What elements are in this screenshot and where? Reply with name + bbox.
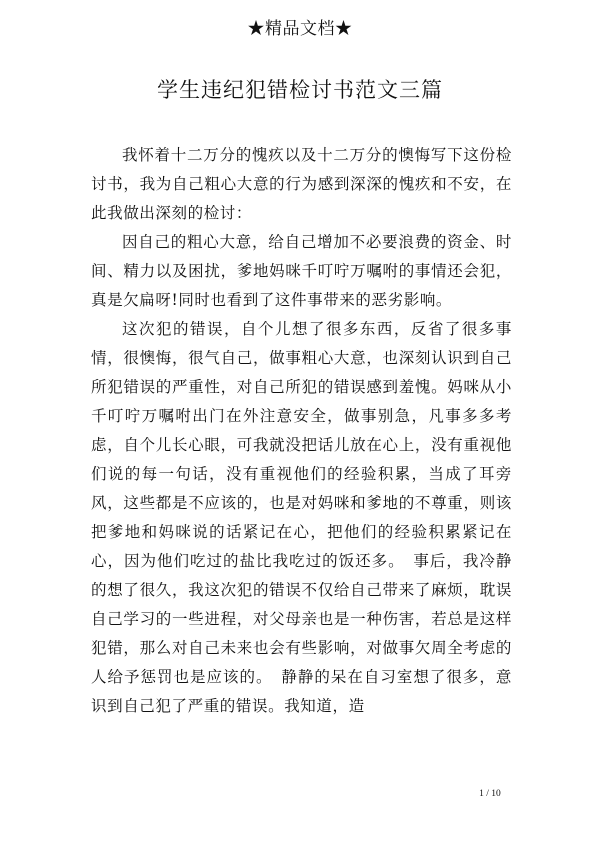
paragraph: 这次犯的错误，自个儿想了很多东西，反省了很多事情，很懊悔，很气自己，做事粗心大意，也深刻认识到自己所犯错误的严重性，对自己所犯的错误感到羞愧。妈咪从小千叮咛万嘱咐出门在外注意安全，做事别急，凡事多多考虑，自个儿长心眼，可我就没把话儿放在心上，没有重视他们说的每一句话，没有重视他们的经验积累，当成了耳旁风，这些都是不应该的，也是对妈咪和爹地的不尊重，则该把爹地和妈咪说的话紧记在心，把他们的经验积累紧记在心，因为他们吃过的盐比我吃过的饭还多。 事后，我冷静的想了很久，我这次犯的错误不仅给自己带来了麻烦，耽误自己学习的一些进程，对父母亲也是一种伤害，若总是这样犯错，那么对自己未来也会有些影响，对做事欠周全考虑的人给予惩罚也是应该的。 静静的呆在自习室想了很多，意识到自己犯了严重的错误。我知道，造 xyxy=(91,320,512,715)
paragraph: 我怀着十二万分的愧疚以及十二万分的懊悔写下这份检讨书，我为自己粗心大意的行为感到深深的愧疚和不安，在此我做出深刻的检讨： xyxy=(91,146,512,222)
page-number: 1 / 10 xyxy=(479,789,501,799)
document-body xyxy=(91,141,512,721)
header-mark: ★精品文档★ xyxy=(247,19,353,39)
document-title: 学生违纪犯错检讨书范文三篇 xyxy=(157,78,443,102)
paragraph: 因自己的粗心大意，给自己增加不必要浪费的资金、时间、精力以及困扰，爹地妈咪千叮咛万嘱咐的事情还会犯，真是欠扁呀!同时也看到了这件事带来的恶劣影响。 xyxy=(91,233,512,309)
